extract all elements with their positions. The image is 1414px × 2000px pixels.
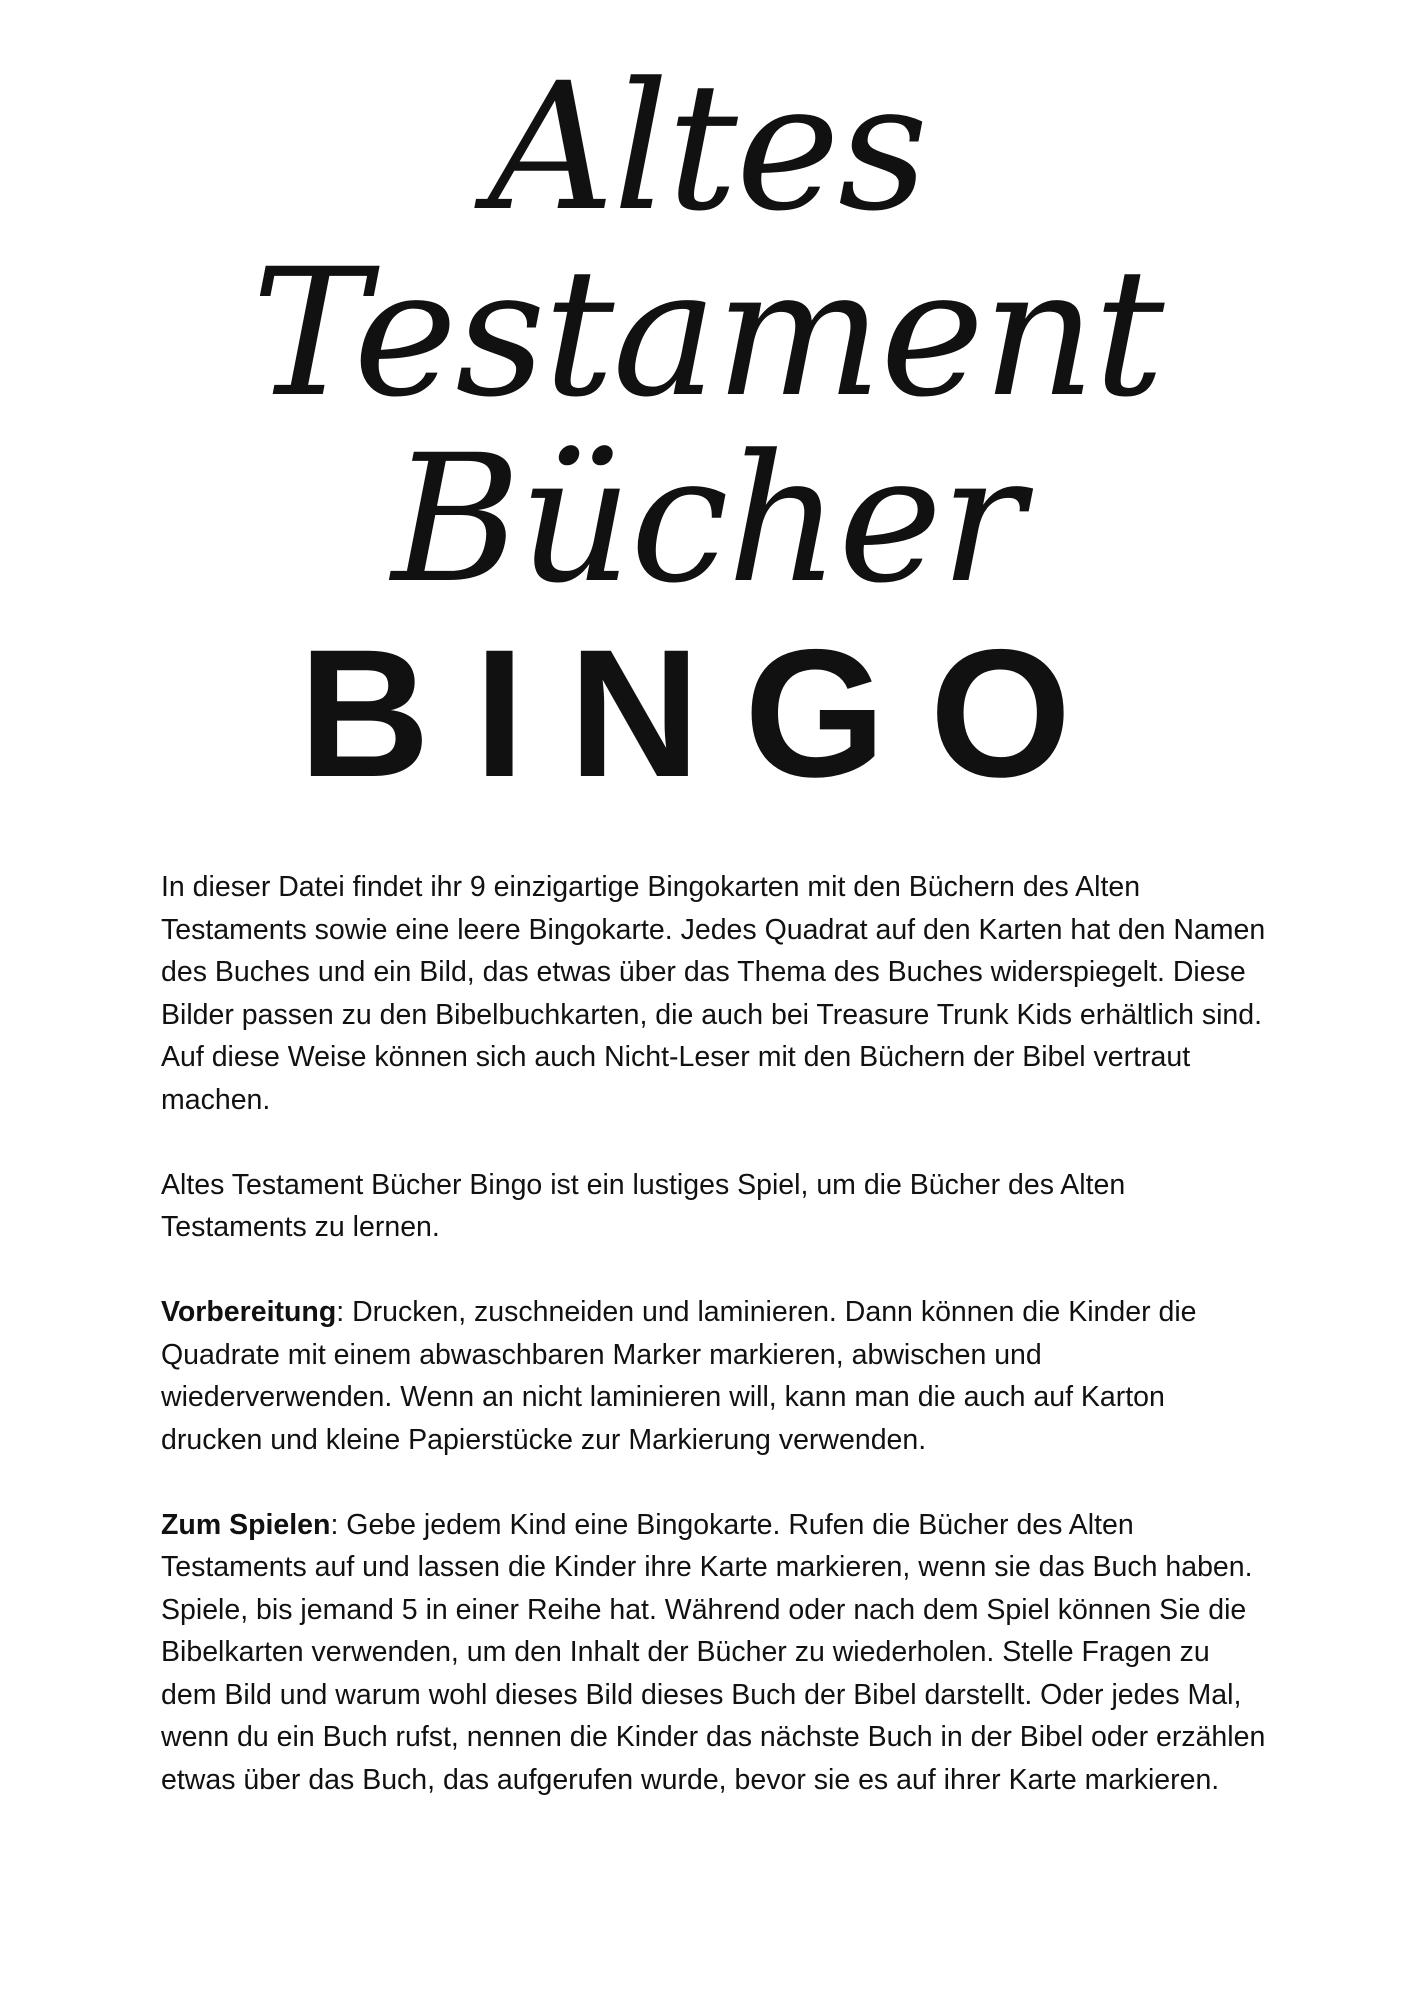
page-title <box>0 45 1414 622</box>
play-label: Zum Spielen <box>161 1508 331 1541</box>
preparation-paragraph <box>161 1291 1269 1461</box>
intro-paragraph: In dieser Datei findet ihr 9 einzigartige Bingokarten mit den Büchern des Alten Testaments sowie eine leere Bingokarte. Jedes Quadrat auf den Karten hat den Namen des Buches und ein Bild, das etwas über das Thema des Buches widerspiegelt. Diese Bilder passen zu den Bibelbuchkarten, die auch bei Treasure Trunk Kids erhältlich sind. Auf diese Weise können sich auch Nicht-Leser mit den Büchern der Bibel vertraut machen. <box>161 871 1266 1116</box>
play-text: : Gebe jedem Kind eine Bingokarte. Rufen die Bücher des Alten Testaments auf und lassen die Kinder ihre Karte markieren, wenn sie das Buch haben. Spiele, bis jemand 5 in einer Reihe hat. Während oder nach dem Spiel können Sie die Bibelkarten verwenden, um den Inhalt der Bücher zu wiederholen. Stelle Fragen zu dem Bild und warum wohl dieses Bild dieses Buch der Bibel darstellt. Oder jedes Mal, wenn du ein Buch rufst, nennen die Kinder das nächste Buch in der Bibel oder erzählen etwas über das Buch, das aufgerufen wurde, bevor sie es auf ihrer Karte markieren. <box>161 1508 1266 1796</box>
title-line-altes: Altes <box>487 45 927 250</box>
instructions-body <box>161 866 1269 1844</box>
preparation-text: : Drucken, zuschneiden und laminieren. Dann können die Kinder die Quadrate mit einem abwaschbaren Marker markieren, abwischen und wiederverwenden. Wenn an nicht laminieren will, kann man die auch auf Karton drucken und kleine Papierstücke zur Markierung verwenden. <box>161 1296 1197 1456</box>
preparation-label: Vorbereitung <box>161 1296 337 1328</box>
play-paragraph <box>161 1504 1269 1802</box>
title-line-testament: Testament <box>251 231 1163 436</box>
summary-paragraph: Altes Testament Bücher Bingo ist ein lustiges Spiel, um die Bücher des Alten Testaments zu lernen. <box>161 1168 1126 1243</box>
title-line-buecher: Bücher <box>391 417 1023 622</box>
title-bingo: BINGO <box>298 611 1116 815</box>
